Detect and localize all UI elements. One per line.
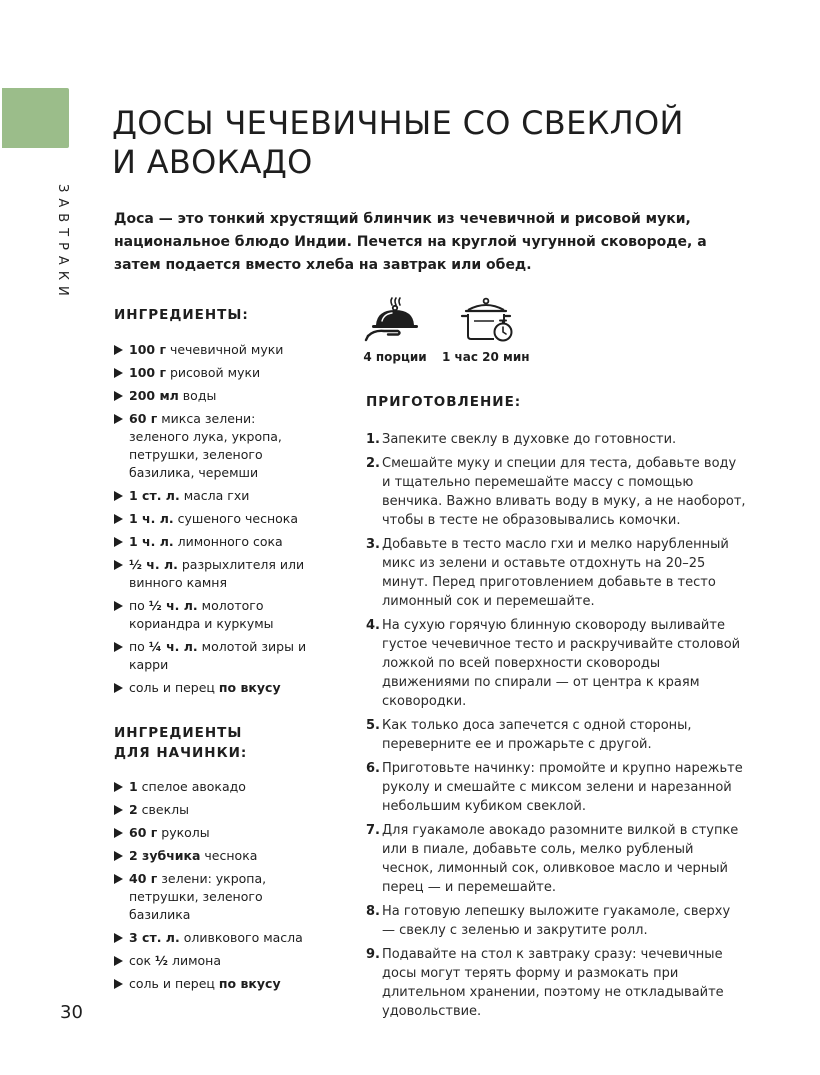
servings-label: 4 порции	[363, 350, 427, 364]
triangle-bullet-icon	[114, 956, 123, 966]
list-item	[114, 556, 314, 592]
step-number: 6.	[366, 761, 380, 776]
step-item	[366, 716, 746, 754]
ingredient-quantity: 60 г	[129, 825, 158, 840]
ingredient-text: молотого кориандра и куркумы	[129, 598, 274, 631]
list-item	[114, 364, 314, 382]
step-number: 2.	[366, 456, 380, 471]
ingredients-heading: ИНГРЕДИЕНТЫ:	[114, 307, 249, 323]
triangle-bullet-icon	[114, 491, 123, 501]
triangle-bullet-icon	[114, 874, 123, 884]
step-text: На сухую горячую блинную сковороду выливайте густое чечевичное тесто и раскручивайте столовой ложкой по всей поверхности сковороды движениями по спирали — от центра к краям сковородки.	[382, 618, 741, 709]
ingredient-quantity: 60 г	[129, 411, 158, 426]
list-item	[114, 975, 314, 993]
recipe-meta	[362, 296, 562, 371]
ingredient-text: лимона	[168, 953, 221, 968]
step-text: Для гуакамоле авокадо разомните вилкой в ступке или в пиале, добавьте соль, мелко рубленый чеснок, лимонный сок, оливковое масло и черный перец — и перемешайте.	[382, 823, 739, 895]
ingredient-quantity: 1 ч. л.	[129, 534, 174, 549]
ingredient-quantity: 1 ч. л.	[129, 511, 174, 526]
ingredient-text: масла гхи	[179, 488, 250, 503]
step-text: Как только доса запечется с одной стороны, переверните ее и прожарьте с другой.	[382, 718, 692, 752]
list-item	[114, 929, 314, 947]
page-number: 30	[60, 1002, 83, 1023]
list-item	[114, 533, 314, 551]
ingredient-quantity: ½ ч. л.	[129, 557, 178, 572]
list-item	[114, 410, 314, 482]
list-item	[114, 679, 314, 697]
step-text: Запеките свеклу в духовке до готовности.	[382, 432, 677, 447]
ingredient-prefix: по	[129, 639, 149, 654]
ingredient-text: молотой зиры и карри	[129, 639, 307, 672]
list-item	[114, 801, 314, 819]
ingredient-quantity: 100 г	[129, 365, 166, 380]
ingredient-quantity: 100 г	[129, 342, 166, 357]
ingredients-column	[114, 305, 314, 998]
step-item	[366, 616, 746, 711]
triangle-bullet-icon	[114, 391, 123, 401]
ingredient-quantity: 200 мл	[129, 388, 179, 403]
ingredient-prefix: соль и перец	[129, 976, 219, 991]
ingredient-quantity: по вкусу	[218, 976, 281, 991]
triangle-bullet-icon	[114, 979, 123, 989]
ingredient-text: рисовой муки	[165, 365, 261, 380]
ingredient-quantity: 2	[129, 802, 138, 817]
pot-timer-icon	[458, 296, 518, 342]
triangle-bullet-icon	[114, 345, 123, 355]
list-item	[114, 510, 314, 528]
ingredient-quantity: 1	[129, 779, 138, 794]
ingredient-text: разрыхлителя или винного камня	[129, 557, 305, 590]
recipe-title-line-2: И АВОКАДО	[112, 143, 313, 181]
list-item	[114, 778, 314, 796]
triangle-bullet-icon	[114, 933, 123, 943]
filling-heading-line-1: ИНГРЕДИЕНТЫ	[114, 725, 243, 741]
list-item	[114, 597, 314, 633]
ingredient-quantity: ½ ч. л.	[148, 598, 198, 613]
list-item	[114, 824, 314, 842]
section-label: ЗАВТРАКИ	[55, 184, 70, 302]
list-item	[114, 952, 314, 970]
step-text: На готовую лепешку выложите гуакамоле, сверху — свеклу с зеленью и закрутите ролл.	[382, 904, 731, 938]
ingredient-quantity: по вкусу	[218, 680, 281, 695]
ingredient-text: чеснока	[200, 848, 258, 863]
filling-list	[114, 778, 314, 993]
ingredient-text: сушеного чеснока	[173, 511, 298, 526]
step-number: 9.	[366, 947, 380, 962]
step-item	[366, 821, 746, 897]
preparation-column	[366, 392, 746, 1026]
step-number: 1.	[366, 432, 380, 447]
recipe-title	[112, 104, 772, 182]
servings-block	[362, 296, 428, 364]
list-item	[114, 638, 314, 674]
ingredient-quantity: 40 г	[129, 871, 158, 886]
ingredient-quantity: 1 ст. л.	[129, 488, 180, 503]
list-item	[114, 870, 314, 924]
triangle-bullet-icon	[114, 601, 123, 611]
step-number: 3.	[366, 537, 380, 552]
step-text: Приготовьте начинку: промойте и крупно нарежьте руколу и смешайте с миксом зелени и нарезанной небольшим кубиком свеклой.	[382, 761, 743, 814]
step-text: Смешайте муку и специи для теста, добавьте воду и тщательно перемешайте массу с помощью венчика. Важно вливать воду в муку, а не наоборот, чтобы в тесте не образовывались комочки.	[382, 456, 746, 528]
cloche-icon	[362, 296, 428, 342]
filling-heading	[114, 723, 314, 763]
filling-heading-line-2: ДЛЯ НАЧИНКИ:	[114, 745, 248, 761]
step-text: Подавайте на стол к завтраку сразу: чечевичные досы могут терять форму и размокать при длительном хранении, поэтому не откладывайте удовольствие.	[382, 947, 724, 1019]
ingredients-list	[114, 341, 314, 697]
triangle-bullet-icon	[114, 537, 123, 547]
step-number: 8.	[366, 904, 380, 919]
step-item	[366, 945, 746, 1021]
ingredient-text: оливкового масла	[179, 930, 303, 945]
step-number: 5.	[366, 718, 380, 733]
preparation-steps	[366, 430, 746, 1021]
recipe-title-line-1: ДОСЫ ЧЕЧЕВИЧНЫЕ СО СВЕКЛОЙ	[112, 104, 684, 142]
triangle-bullet-icon	[114, 782, 123, 792]
triangle-bullet-icon	[114, 805, 123, 815]
ingredient-text: свеклы	[137, 802, 190, 817]
triangle-bullet-icon	[114, 514, 123, 524]
ingredient-quantity: ½	[155, 953, 168, 968]
ingredient-text: воды	[178, 388, 217, 403]
preparation-heading: ПРИГОТОВЛЕНИЕ:	[366, 394, 522, 410]
triangle-bullet-icon	[114, 368, 123, 378]
triangle-bullet-icon	[114, 414, 123, 424]
ingredient-text: руколы	[157, 825, 210, 840]
list-item	[114, 847, 314, 865]
step-item	[366, 535, 746, 611]
time-block	[442, 296, 530, 364]
step-number: 7.	[366, 823, 380, 838]
step-item	[366, 902, 746, 940]
recipe-intro: Доса — это тонкий хрустящий блинчик из чечевичной и рисовой муки, национальное блюдо Индии. Печется на круглой чугунной сковороде, а затем подается вместо хлеба на завтрак или обед.	[114, 211, 707, 273]
ingredient-text: спелое авокадо	[137, 779, 246, 794]
section-color-tab	[2, 88, 69, 148]
list-item	[114, 341, 314, 359]
ingredient-prefix: соль и перец	[129, 680, 219, 695]
triangle-bullet-icon	[114, 828, 123, 838]
triangle-bullet-icon	[114, 683, 123, 693]
list-item	[114, 487, 314, 505]
ingredient-text: микса зелени: зеленого лука, укропа, петрушки, зеленого базилика, черемши	[129, 411, 282, 480]
step-text: Добавьте в тесто масло гхи и мелко нарубленный микс из зелени и оставьте отдохнуть на 20–25 минут. Перед приготовлением добавьте в тесто лимонный сок и перемешайте.	[382, 537, 729, 609]
step-item	[366, 454, 746, 530]
triangle-bullet-icon	[114, 642, 123, 652]
ingredient-quantity: 3 ст. л.	[129, 930, 180, 945]
ingredient-prefix: по	[129, 598, 149, 613]
triangle-bullet-icon	[114, 851, 123, 861]
ingredient-text: чечевичной муки	[165, 342, 284, 357]
ingredient-quantity: 2 зубчика	[129, 848, 201, 863]
step-number: 4.	[366, 618, 380, 633]
triangle-bullet-icon	[114, 560, 123, 570]
list-item	[114, 387, 314, 405]
ingredient-text: лимонного сока	[173, 534, 283, 549]
ingredient-prefix: сок	[129, 953, 156, 968]
step-item	[366, 759, 746, 816]
step-item	[366, 430, 746, 449]
time-label: 1 час 20 мин	[442, 350, 530, 364]
ingredient-text: зелени: укропа, петрушки, зеленого базилика	[129, 871, 267, 922]
ingredient-quantity: ¼ ч. л.	[148, 639, 198, 654]
